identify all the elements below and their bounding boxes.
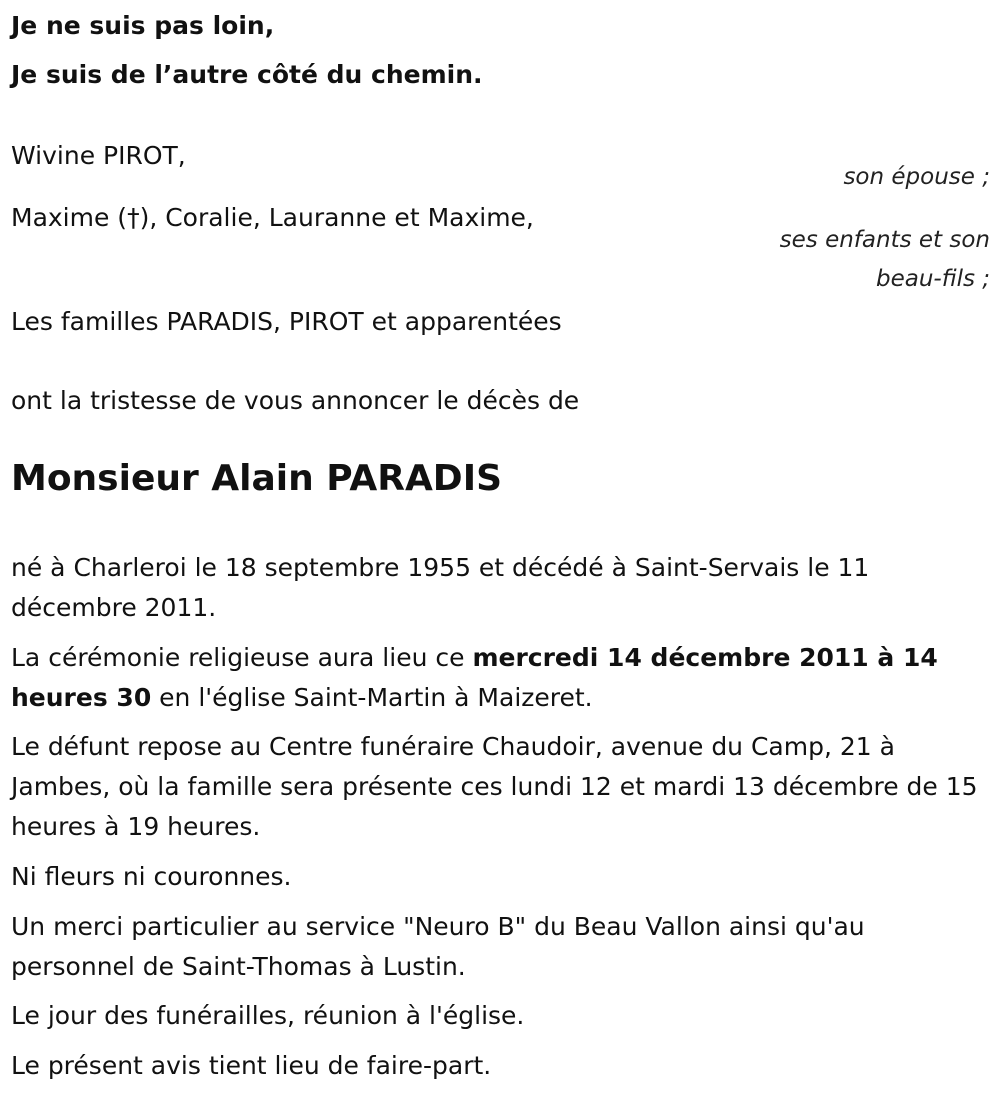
epigraph-line-2: Je suis de l’autre côté du chemin. — [11, 60, 483, 89]
spouse-role: son épouse ; — [843, 164, 990, 190]
announcement-line: ont la tristesse de vous annoncer le décès de — [11, 386, 580, 415]
ceremony-date-time: mercredi 14 décembre 2011 à 14 heures 30 — [11, 643, 938, 712]
birth-death-paragraph: né à Charleroi le 18 septembre 1955 et décédé à Saint-Servais le 11 décembre 2011. — [11, 553, 870, 622]
children-names: Maxime (†), Coralie, Lauranne et Maxime, — [11, 203, 534, 232]
epigraph-line-1: Je ne suis pas loin, — [11, 11, 275, 40]
children-role-line-1: ses enfants et son — [779, 227, 990, 253]
ceremony-text-start: La cérémonie religieuse aura lieu ce — [11, 643, 473, 672]
deceased-name: Monsieur Alain PARADIS — [11, 458, 503, 499]
thanks-paragraph: Un merci particulier au service "Neuro B" du Beau Vallon ainsi qu'au personnel de Saint-Thomas à Lustin. — [11, 912, 865, 981]
ceremony-text-end: en l'église Saint-Martin à Maizeret. — [151, 683, 593, 712]
flowers-paragraph: Ni fleurs ni couronnes. — [11, 862, 292, 891]
families-line: Les familles PARADIS, PIROT et apparentées — [11, 307, 562, 336]
spouse-name: Wivine PIROT, — [11, 141, 186, 170]
meeting-paragraph: Le jour des funérailles, réunion à l'église. — [11, 1001, 525, 1030]
viewing-paragraph: Le défunt repose au Centre funéraire Chaudoir, avenue du Camp, 21 à Jambes, où la famille sera présente ces lundi 12 et mardi 13 décembre de 15 heures à 19 heures. — [11, 732, 978, 841]
ceremony-paragraph — [11, 638, 986, 718]
children-role-line-2: beau-fils ; — [875, 266, 990, 292]
notice-paragraph: Le présent avis tient lieu de faire-part. — [11, 1051, 492, 1080]
